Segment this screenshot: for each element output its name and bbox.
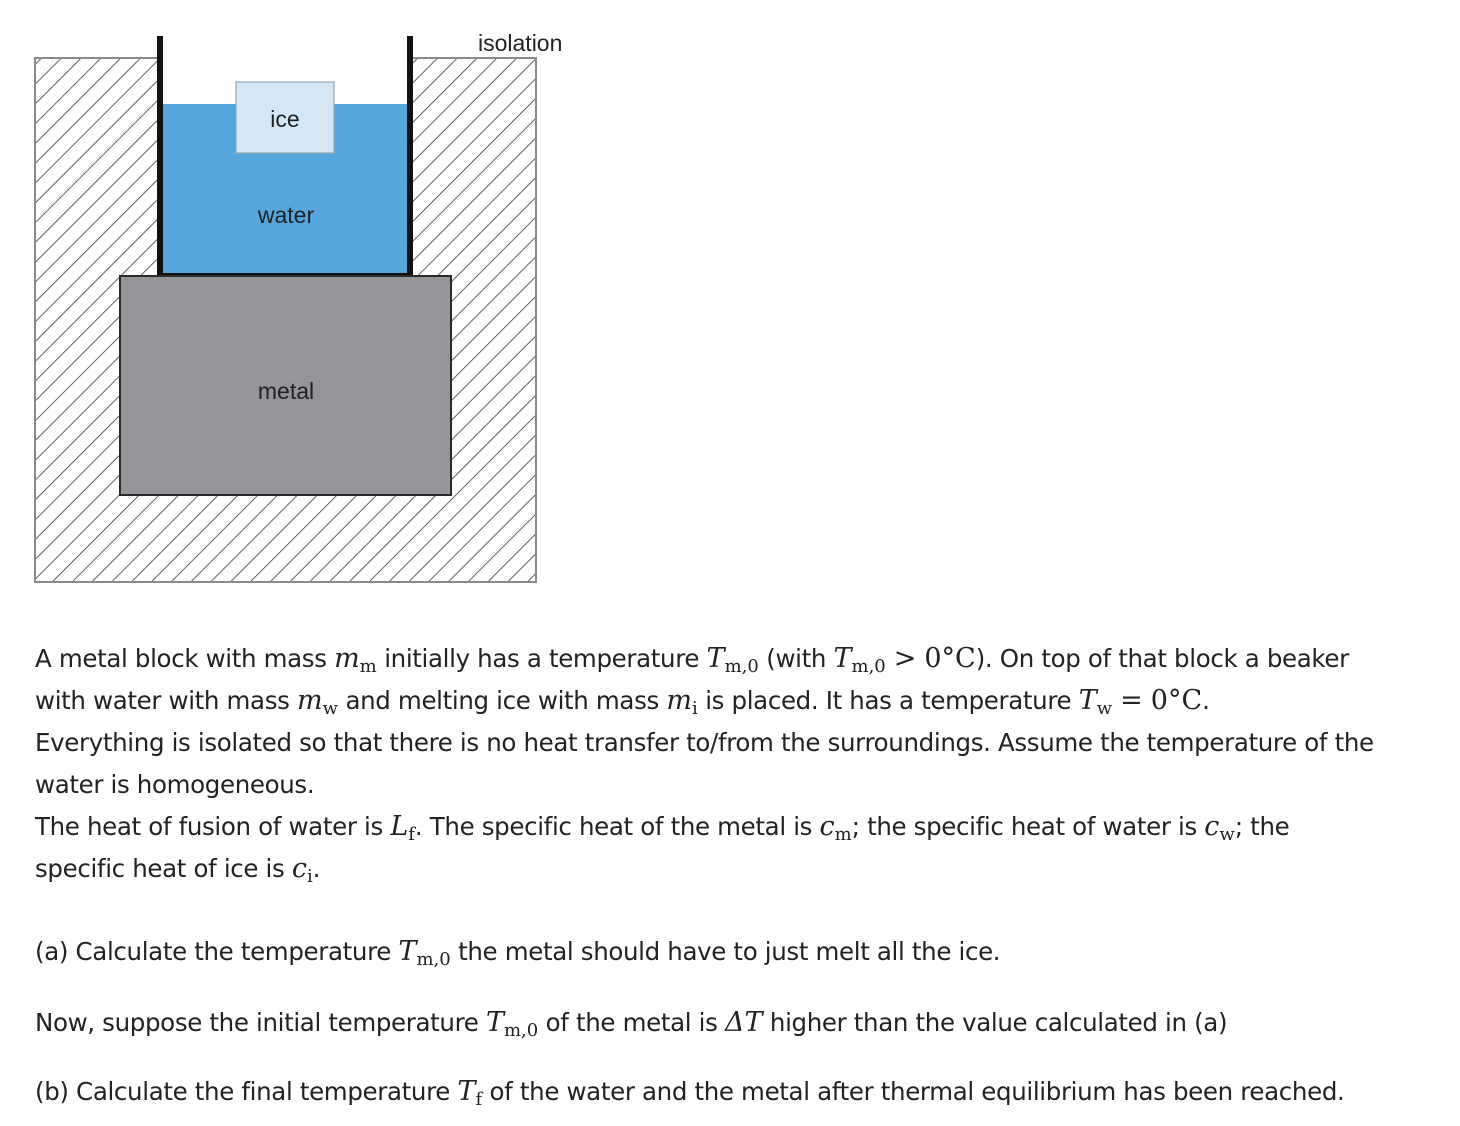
heat-line-1: The heat of fusion of water is $L_f$. The specific heat of the metal is $c_m$; the specific heat of water is $c_w$; the (35, 811, 1290, 845)
description-line-2: with water with mass $m_w$ and melting ice with mass $m_i$ is placed. It has a temperature $T_w = 0^\circ C$. (35, 685, 1210, 719)
water-label: water (257, 202, 315, 228)
follow-up-statement: Now, suppose the initial temperature $T_{m,0}$ of the metal is ΔT higher than the value calculated in (a) (35, 1007, 1228, 1041)
description-line-4: water is homogeneous. (35, 770, 315, 799)
description-line-3: Everything is isolated so that there is no heat transfer to/from the surroundings. Assume the temperature of the (35, 728, 1374, 757)
metal-label: metal (257, 378, 315, 404)
question-b: (b) Calculate the final temperature $T_f$ of the water and the metal after thermal equilibrium has been reached. (35, 1076, 1345, 1110)
description-line-1: A metal block with mass $m_m$ initially has a temperature $T_{m,0}$ (with $T_{m,0} > 0^\circ C$). On top of that block a beaker (35, 643, 1349, 677)
question-a: (a) Calculate the temperature $T_{m,0}$ the metal should have to just melt all the ice. (35, 936, 1001, 970)
problem-description (35, 638, 1445, 890)
heat-line-2: specific heat of ice is $c_i$. (35, 853, 321, 887)
isolation-label: isolation (478, 30, 563, 56)
ice-label: ice (270, 106, 300, 132)
isolation-diagram (0, 0, 600, 600)
